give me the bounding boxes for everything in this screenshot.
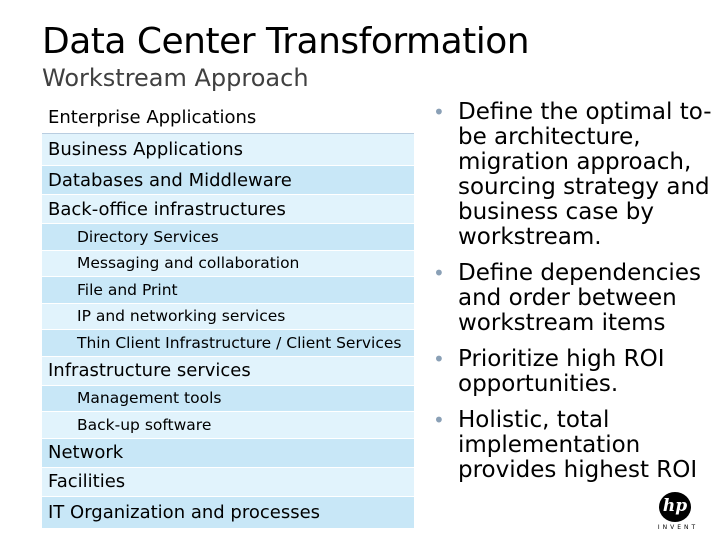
workstream-subitem-messaging-collaboration: Messaging and collaboration [42,251,414,278]
workstream-item-infrastructure-services: Infrastructure services [42,357,414,386]
workstream-item-databases-middleware: Databases and Middleware [42,166,414,195]
workstream-subitem-backup-software: Back-up software [42,412,414,439]
bullet-marker: • [433,408,445,432]
hp-logo-icon [655,492,701,532]
bullet-text: Holistic, total implementation provides highest ROI [458,407,698,483]
bullet-text: Define dependencies and order between workstream items [458,260,701,336]
workstream-subitem-ip-networking: IP and networking services [42,304,414,331]
bullet-text: Define the optimal to-be architecture, migration approach, sourcing strategy and business case by workstream. [458,99,712,250]
workstream-item-network: Network [42,439,414,468]
bullet-item [433,100,715,250]
workstream-item-enterprise-applications: Enterprise Applications [42,102,414,134]
workstream-item-facilities: Facilities [42,468,414,497]
workstream-item-it-organization: IT Organization and processes [42,497,414,529]
workstream-item-business-applications: Business Applications [42,134,414,166]
bullet-marker: • [433,100,445,124]
bullet-item [433,408,715,483]
workstream-subitem-thin-client: Thin Client Infrastructure / Client Services [42,330,414,357]
bullet-item [433,347,715,397]
bullet-marker: • [433,261,445,285]
bullet-list [433,100,715,494]
bullet-item [433,261,715,336]
page-title: Data Center Transformation [42,21,530,62]
workstream-item-back-office-infrastructures: Back-office infrastructures [42,195,414,224]
workstream-subitem-management-tools: Management tools [42,386,414,413]
page-subtitle: Workstream Approach [42,64,309,92]
logo-mark: hp [662,496,688,516]
bullet-marker: • [433,347,445,371]
bullet-text: Prioritize high ROI opportunities. [458,346,665,397]
workstream-subitem-directory-services: Directory Services [42,224,414,251]
workstream-list [42,102,414,529]
logo-wordmark: INVENT [657,524,699,531]
workstream-subitem-file-print: File and Print [42,277,414,304]
